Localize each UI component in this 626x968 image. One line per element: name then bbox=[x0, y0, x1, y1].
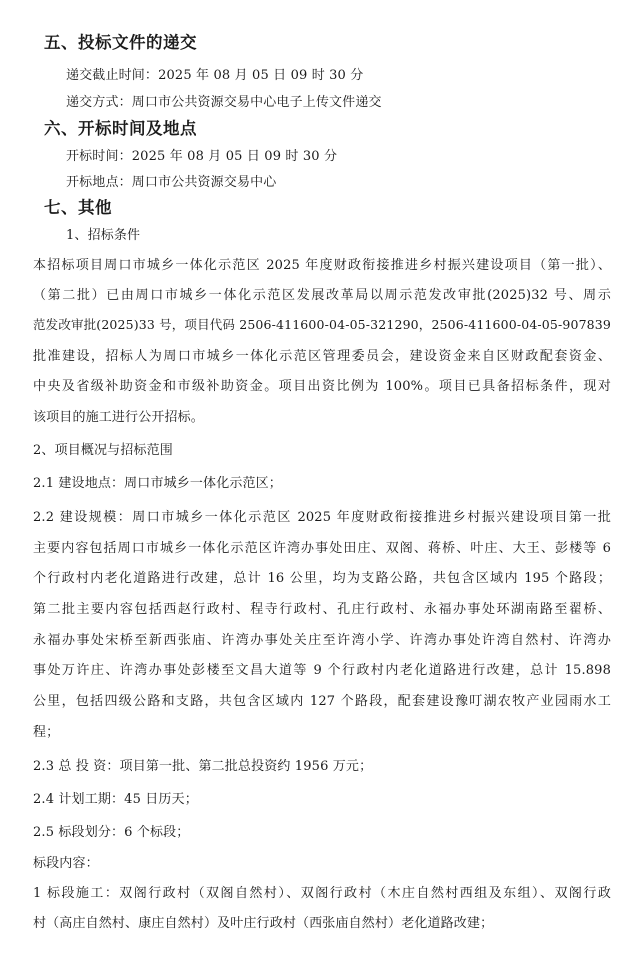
deadline-line bbox=[66, 64, 363, 83]
scale-line: 2.2 建设规模：周口市城乡一体化示范区 2025 年度财政衔接推进乡村振兴建设项目第一批 bbox=[33, 510, 611, 525]
opening-time-line bbox=[66, 145, 337, 164]
item-2-5: 2.5 标段划分：6 个标段； bbox=[33, 825, 190, 840]
scale-line: 公里，包括四级公路和支路，共包含区域内 127 个路段，配套建设豫叮湖农牧产业园雨水工 bbox=[33, 694, 611, 709]
opening-time-label: 开标时间： bbox=[66, 149, 132, 164]
opening-time-value: 2025 年 08 月 05 日 09 时 30 分 bbox=[131, 149, 338, 164]
scale-line: 程； bbox=[33, 725, 60, 740]
subsection-2-title: 2、项目概况与招标范围 bbox=[33, 443, 173, 458]
paragraph-1-line: 该项目的施工进行公开招标。 bbox=[33, 410, 204, 425]
scale-line: 主要内容包括周口市城乡一体化示范区许湾办事处田庄、双阁、蒋桥、叶庄、大王、彭楼等 6 bbox=[33, 541, 611, 556]
submission-method-line bbox=[66, 91, 382, 110]
scale-line: 事处万许庄、许湾办事处彭楼至文昌大道等 9 个行政村内老化道路进行改建，总计 15.898 bbox=[33, 663, 611, 678]
opening-place-line bbox=[66, 171, 276, 190]
paragraph-1-line: 本招标项目周口市城乡一体化示范区 2025 年度财政衔接推进乡村振兴建设项目（第一批）、 bbox=[33, 258, 611, 273]
item-2-4: 2.4 计划工期：45 日历天； bbox=[33, 792, 198, 807]
lot-1-line: 村（高庄自然村、康庄自然村）及叶庄行政村（西张庙自然村）老化道路改建； bbox=[33, 916, 494, 931]
section-6-heading: 六、开标时间及地点 bbox=[44, 119, 197, 138]
paragraph-1-line: 范发改审批(2025)33 号，项目代码 2506-411600-04-05-321290，2506-411600-04-05-907839 bbox=[33, 317, 611, 332]
paragraph-1-line: （第二批）已由周口市城乡一体化示范区发展改革局以周示范发改审批(2025)32 号、周示 bbox=[33, 288, 611, 303]
deadline-value: 2025 年 08 月 05 日 09 时 30 分 bbox=[158, 68, 364, 83]
paragraph-1-line: 批准建设，招标人为周口市城乡一体化示范区管理委员会，建设资金来自区财政配套资金、 bbox=[33, 349, 611, 364]
subsection-1-title: 1、招标条件 bbox=[66, 228, 141, 243]
lot-1-line: 1 标段施工：双阁行政村（双阁自然村）、双阁行政村（木庄自然村西组及东组）、双阁行政 bbox=[33, 886, 611, 901]
section-5-heading: 五、投标文件的递交 bbox=[44, 33, 197, 52]
paragraph-1-line: 中央及省级补助资金和市级补助资金。项目出资比例为 100%。项目已具备招标条件，现对 bbox=[33, 379, 611, 394]
opening-place-label: 开标地点： bbox=[66, 175, 132, 190]
section-7-heading: 七、其他 bbox=[44, 198, 112, 217]
sections-title: 标段内容： bbox=[33, 856, 99, 871]
deadline-label: 递交截止时间： bbox=[66, 68, 159, 83]
submission-method-value: 周口市公共资源交易中心电子上传文件递交 bbox=[131, 95, 382, 110]
scale-line: 永福办事处宋桥至新西张庙、许湾办事处关庄至许湾小学、许湾办事处许湾自然村、许湾办 bbox=[33, 633, 611, 648]
item-2-1: 2.1 建设地点：周口市城乡一体化示范区； bbox=[33, 476, 282, 491]
opening-place-value: 周口市公共资源交易中心 bbox=[131, 175, 277, 190]
scale-line: 第二批主要内容包括西赵行政村、程寺行政村、孔庄行政村、永福办事处环湖南路至翟桥、 bbox=[33, 602, 611, 617]
submission-method-label: 递交方式： bbox=[66, 95, 132, 110]
scale-line: 个行政村内老化道路进行改建，总计 16 公里，均为支路公路，共包含区域内 195 个路段； bbox=[33, 571, 611, 586]
item-2-3: 2.3 总 投 资：项目第一批、第二批总投资约 1956 万元； bbox=[33, 759, 373, 774]
